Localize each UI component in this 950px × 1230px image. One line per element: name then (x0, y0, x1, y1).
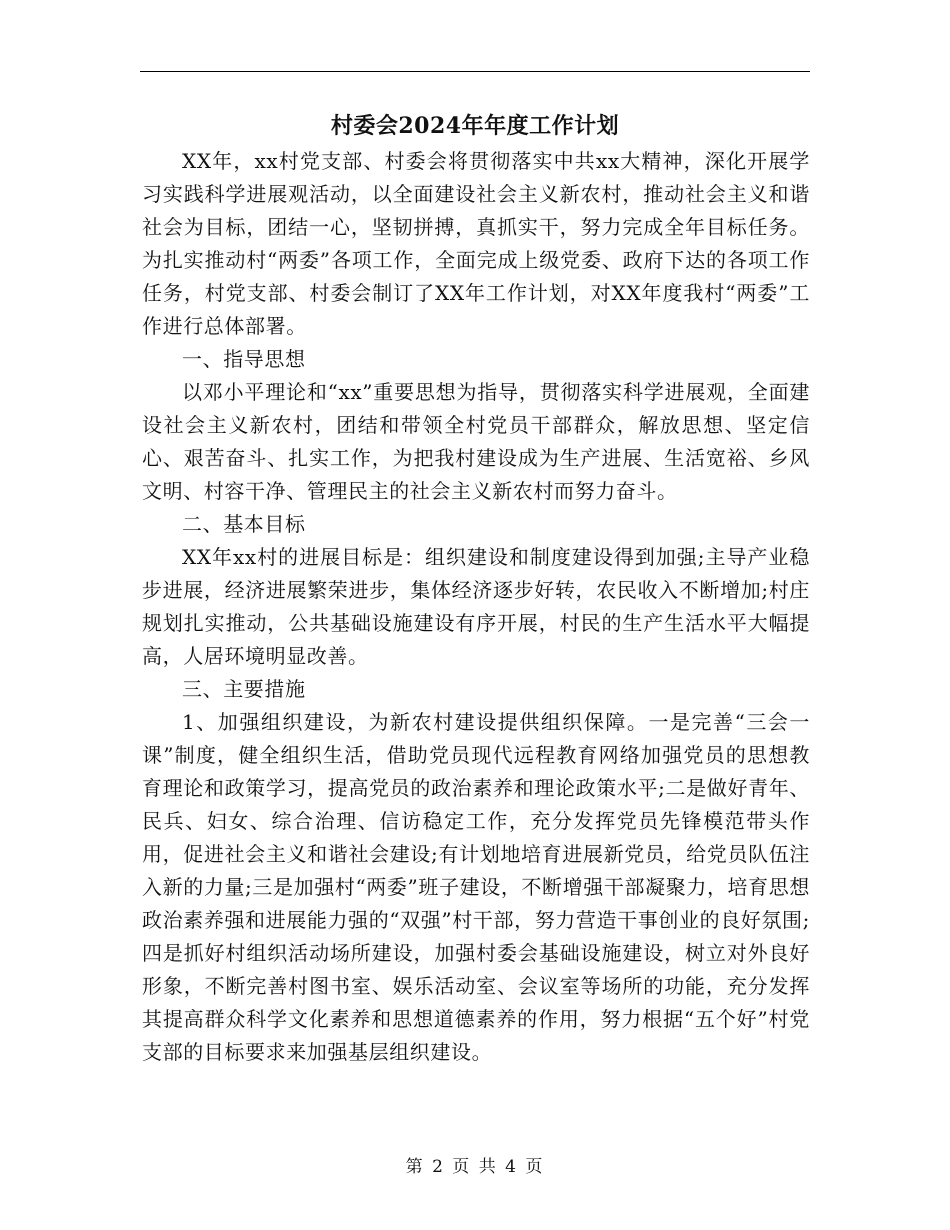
page-title: 村委会2024年年度工作计划 (330, 113, 620, 139)
basic-goals-paragraph: XX年xx村的进展目标是：组织建设和制度建设得到加强;主导产业稳步进展，经济进展繁荣进步，集体经济逐步好转，农民收入不断增加;村庄规划扎实推动，公共基础设施建设有序开展，村民的生产生活水平大幅提高，人居环境明显改善。 (142, 545, 810, 668)
header-rule (140, 71, 810, 72)
section-heading-basic-goals: 二、基本目标 (182, 512, 306, 536)
section-heading-guiding-ideology: 一、指导思想 (182, 347, 306, 371)
page-footer: 第 2 页 共 4 页 (405, 1157, 545, 1177)
section-heading-main-measures: 三、主要措施 (182, 677, 306, 701)
guiding-ideology-paragraph: 以邓小平理论和“xx”重要思想为指导，贯彻落实科学进展观，全面建设社会主义新农村，团结和带领全村党员干部群众，解放思想、坚定信心、艰苦奋斗、扎实工作，为把我村建设成为生产进展、生活宽裕、乡风文明、村容干净、管理民主的社会主义新农村而努力奋斗。 (142, 380, 810, 503)
intro-paragraph: XX年，xx村党支部、村委会将贯彻落实中共xx大精神，深化开展学习实践科学进展观活动，以全面建设社会主义新农村，推动社会主义和谐社会为目标，团结一心，坚韧拼搏，真抓实干，努力完成全年目标任务。为扎实推动村“两委”各项工作，全面完成上级党委、政府下达的各项工作任务，村党支部、村委会制订了XX年工作计划，对XX年度我村“两委”工作进行总体部署。 (142, 149, 810, 338)
document-body (142, 145, 810, 1069)
main-measures-paragraph: 1、加强组织建设，为新农村建设提供组织保障。一是完善“三会一课”制度，健全组织生活，借助党员现代远程教育网络加强党员的思想教育理论和政策学习，提高党员的政治素养和理论政策水平;二是做好青年、民兵、妇女、综合治理、信访稳定工作，充分发挥党员先锋模范带头作用，促进社会主义和谐社会建设;有计划地培育进展新党员，给党员队伍注入新的力量;三是加强村“两委”班子建设，不断增强干部凝聚力，培育思想政治素养强和进展能力强的“双强”村干部，努力营造干事创业的良好氛围;四是抓好村组织活动场所建设，加强村委会基础设施建设，树立对外良好形象，不断完善村图书室、娱乐活动室、会议室等场所的功能，充分发挥其提高群众科学文化素养和思想道德素养的作用，努力根据“五个好”村党支部的目标要求来加强基层组织建设。 (142, 710, 810, 1064)
